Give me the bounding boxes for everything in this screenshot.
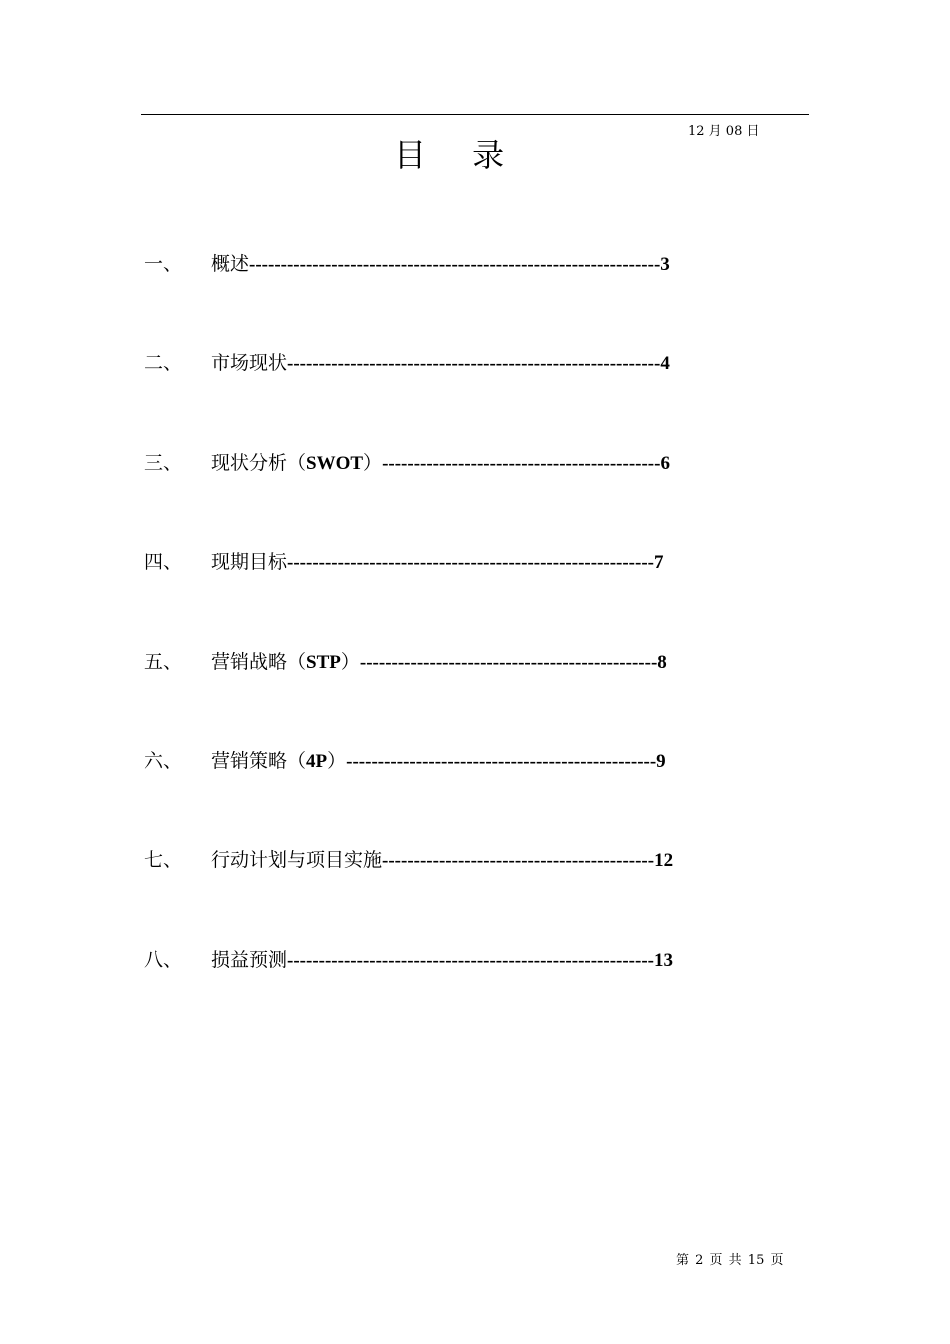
toc-entry-leader: ------------------------------------------- (382, 850, 655, 871)
toc-entry-label-tail: ） (340, 651, 360, 673)
toc-entry-label: 营销战略（ (211, 651, 307, 673)
toc-entry-label-tail: ） (327, 750, 347, 772)
toc-entry-label-latin: 4P (306, 751, 328, 772)
toc-entry-leader: ---------------------------------------------------------- (287, 552, 654, 573)
toc-entry-leader: ----------------------------------------------- (359, 652, 658, 673)
toc-entry-leader: ----------------------------------------------------------- (287, 353, 661, 374)
toc-entry-number: 五、 (144, 651, 183, 673)
toc-entry-page: 7 (654, 552, 664, 573)
toc-entry-page: 12 (654, 850, 674, 871)
toc-entry-page: 6 (660, 453, 670, 474)
toc-entry-label: 损益预测 (211, 949, 288, 971)
toc-entry-number: 四、 (144, 551, 183, 573)
toc-entry-number: 一、 (144, 253, 183, 275)
page-title: 目 录 (394, 136, 523, 174)
toc-entry-label-latin: STP (306, 652, 341, 673)
toc-entry-label-tail: ） (363, 452, 383, 474)
toc-entry-label: 概述 (211, 253, 250, 275)
toc-entry-label-latin: SWOT (306, 453, 364, 474)
toc-entry-label: 现期目标 (211, 551, 288, 573)
header-date: 12 月 08 日 (688, 124, 760, 139)
toc-entry-number: 三、 (144, 452, 183, 474)
toc-entry-page: 8 (657, 652, 667, 673)
toc-entry-number: 八、 (144, 949, 183, 971)
toc-entry-leader: ----------------------------------------------------------------- (249, 254, 661, 275)
page-footer: 第 2 页 共 15 页 (676, 1253, 784, 1268)
toc-entry-number: 七、 (144, 849, 183, 871)
toc-entry-number: 六、 (144, 750, 183, 772)
toc-entry-leader: ------------------------------------------------- (346, 751, 657, 772)
toc-entry-leader: -------------------------------------------- (382, 453, 661, 474)
toc-entry-page: 13 (654, 950, 673, 971)
header-rule (141, 114, 809, 115)
toc-entry-leader: ---------------------------------------------------------- (287, 950, 654, 971)
toc-entry-number: 二、 (144, 352, 183, 374)
toc-entry-label: 现状分析（ (211, 452, 307, 474)
toc-entry-label: 营销策略（ (211, 750, 307, 772)
toc-entry-page: 3 (660, 254, 670, 275)
toc-entry-label: 市场现状 (211, 352, 288, 374)
toc-entry-page: 9 (656, 751, 666, 772)
toc-entry-page: 4 (660, 353, 670, 374)
toc-entry-label: 行动计划与项目实施 (211, 849, 383, 871)
